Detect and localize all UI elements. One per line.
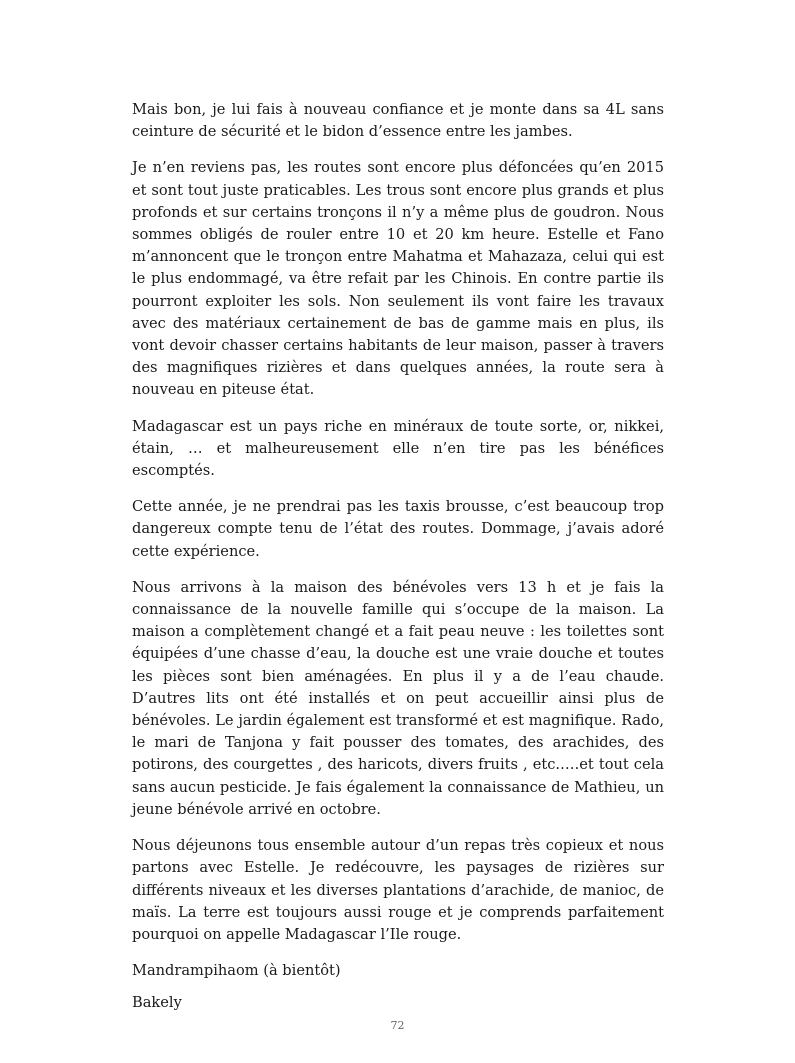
paragraph-volunteer-house: Nous arrivons à la maison des bénévoles vers 13 h et je fais la connaissance de la nouvelle famille qui s’occupe de la maison. La maison a complètement changé et a fait peau neuve : les toilettes sont équipées d’une chasse d’eau, la douche est une vraie douche et toutes les pièces sont bien aménagées. En plus il y a de l’eau chaude. D’autres lits ont été installés et on peut accueillir ainsi plus de bénévoles. Le jardin également est transformé et est magnifique. Rado, le mari de Tanjona y fait pousser des tomates, des arachides, des potirons, des courgettes , des haricots, divers fruits , etc.….et tout cela sans aucun pesticide. Je fais également la connaissance de Mathieu, un jeune bénévole arrivé en octobre. (132, 578, 664, 818)
paragraph-minerals: Madagascar est un pays riche en minéraux de toute sorte, or, nikkei, étain, … et malheureusement elle n’en tire pas les bénéfices escomptés. (132, 417, 664, 480)
page-number: 72 (390, 1019, 405, 1032)
body-text (132, 99, 664, 1029)
paragraph-lunch: Nous déjeunons tous ensemble autour d’un repas très copieux et nous partons avec Estelle. Je redécouvre, les paysages de rizières sur différents niveaux et les diverses plantations d’arachide, de manioc, de maïs. La terre est toujours aussi rouge et je comprends parfaitement pourquoi on appelle Madagascar l’Ile rouge. (132, 837, 664, 943)
paragraph-signature: Bakely (132, 994, 182, 1012)
paragraph-farewell: Mandrampihaom (à bientôt) (132, 962, 341, 980)
paragraph-confidence: Mais bon, je lui fais à nouveau confiance et je monte dans sa 4L sans ceinture de sécurité et le bidon d’essence entre les jambes. (132, 101, 664, 141)
paragraph-roads: Je n’en reviens pas, les routes sont encore plus défoncées qu’en 2015 et sont tout juste praticables. Les trous sont encore plus grands et plus profonds et sur certains tronçons il n’y a même plus de goudron. Nous sommes obligés de rouler entre 10 et 20 km heure. Estelle et Fano m’annoncent que le tronçon entre Mahatma et Mahazaza, celui qui est le plus endommagé, va être refait par les Chinois. En contre partie ils pourront exploiter les sols. Non seulement ils vont faire les travaux avec des matériaux certainement de bas de gamme mais en plus, ils vont devoir chasser certains habitants de leur maison, passer à travers des magnifiques rizières et dans quelques années, la route sera à nouveau en piteuse état. (132, 159, 664, 399)
paragraph-taxis: Cette année, je ne prendrai pas les taxis brousse, c’est beaucoup trop dangereux compte tenu de l’état des routes. Dommage, j’avais adoré cette expérience. (132, 498, 664, 560)
